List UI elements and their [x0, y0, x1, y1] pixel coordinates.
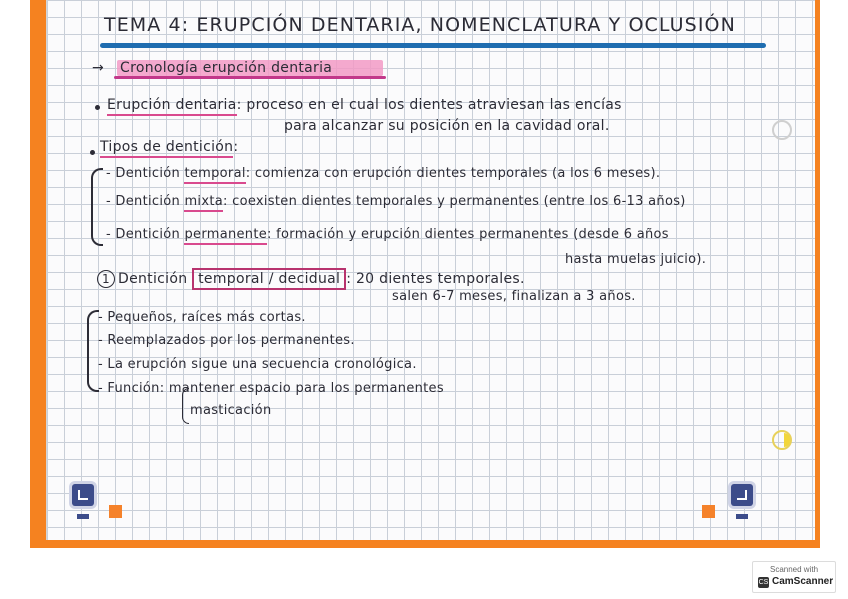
bullet-dot [95, 105, 100, 110]
scanner-badge [752, 561, 836, 593]
page-title: TEMA 4: ERUPCIÓN DENTARIA, NOMENCLATURA Y OCLUSIÓN [104, 14, 736, 36]
list-item: - Función: mantener espacio para los permanentes [98, 381, 444, 396]
type-term-permanente: permanente [184, 227, 267, 245]
subtitle: Cronología erupción dentaria [120, 60, 333, 76]
list-item: - La erupción sigue una secuencia cronológica. [98, 357, 417, 372]
section-heading [97, 268, 525, 290]
section-line-2: salen 6-7 meses, finalizan a 3 años. [392, 289, 636, 304]
section-prefix: Dentición [118, 271, 188, 287]
function-brace [182, 388, 189, 424]
subtitle-underline [114, 76, 386, 79]
type-term-mixta: mixta [184, 194, 223, 212]
type-description: : formación y erupción dientes permanentes (desde 6 años [267, 227, 669, 242]
section-number: 1 [97, 270, 115, 288]
type-term-temporal: temporal [184, 166, 245, 184]
type-description: : comienza con erupción dientes temporales (a los 6 meses). [245, 166, 661, 181]
list-item: - Reemplazados por los permanentes. [98, 333, 355, 348]
arrow-glyph: → [92, 60, 105, 76]
list-item: - Pequeños, raíces más cortas. [98, 310, 306, 325]
orange-square-marker [109, 505, 122, 518]
function-continuation: masticación [190, 403, 272, 418]
definition-line-1 [107, 97, 622, 113]
types-heading-text: Tipos de dentición [100, 139, 233, 158]
camscanner-logo-icon: CS [758, 579, 769, 586]
types-brace [91, 168, 103, 246]
type-description: : coexisten dientes temporales y permanentes (entre los 6-13 años) [223, 194, 686, 209]
type-row [106, 227, 669, 242]
definition-line-2: para alcanzar su posición en la cavidad oral. [284, 118, 610, 134]
tab-foot [77, 514, 89, 519]
type-prefix: - Dentición [106, 166, 185, 181]
title-underline [100, 43, 766, 48]
type-continuation: hasta muelas juicio). [565, 252, 707, 267]
page-tab-right-icon [731, 484, 753, 506]
page-tab-left-icon [72, 484, 94, 506]
binder-ring-yellow-icon [772, 430, 792, 450]
types-heading [100, 139, 238, 155]
types-colon: : [233, 139, 239, 155]
definition-term: Erupción dentaria [107, 97, 237, 116]
badge-caption: Scanned with [769, 565, 819, 574]
badge-brand: CamScanner [772, 576, 834, 587]
binder-ring-icon [772, 120, 792, 140]
bullet-dot [90, 150, 95, 155]
orange-square-marker [702, 505, 715, 518]
definition-text-1: : proceso en el cual los dientes atraviesan las encías [236, 97, 622, 113]
type-prefix: - Dentición [106, 227, 185, 242]
type-row [106, 166, 660, 181]
section-boxed-term: temporal / decidual [192, 268, 346, 290]
section-line-1: : 20 dientes temporales. [346, 271, 525, 287]
tab-foot [736, 514, 748, 519]
type-prefix: - Dentición [106, 194, 185, 209]
type-row [106, 194, 686, 209]
